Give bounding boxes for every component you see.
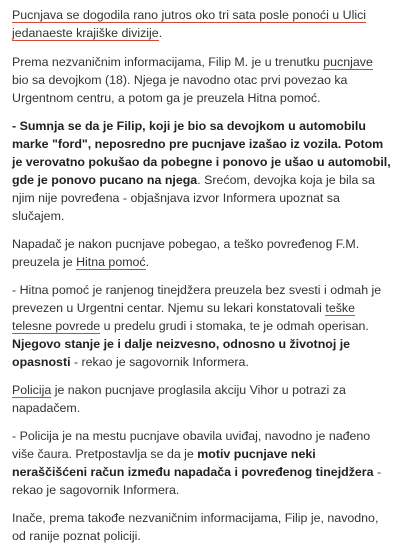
p3-text-1: . Srećom, devojka koja je bila sa njim nije povređena - objašnjava izvor Informera upoznat sa slučajem. (12, 173, 375, 223)
paragraph-3 (12, 117, 392, 225)
lead-punct: . (158, 26, 163, 40)
p5-text-3: - rekao je sagovornik Informera. (70, 355, 249, 369)
paragraph-7 (12, 427, 392, 499)
p5-bold: Njegovo stanje je i dalje neizvesno, odnosno u životnoj je opasnosti (12, 337, 351, 369)
paragraph-6 (12, 381, 392, 417)
link-hitna-pomoc[interactable]: Hitna pomoć (76, 255, 146, 269)
p4-text-1: Napadač je nakon pucnjave pobegao, a teško povređenog F.M. preuzela je (12, 237, 360, 269)
paragraph-4 (12, 235, 392, 271)
lead-link[interactable]: Pucnjava se dogodila rano jutros oko tri sata posle ponoći u Ulici jedanaeste krajiške divizije (12, 8, 367, 40)
p7-bold: motiv pucnjave neki neraščišćeni račun između napadača i povređenog tinejdžera (12, 447, 374, 479)
link-policija[interactable]: Policija (12, 383, 52, 397)
link-teske-telesne-povrede[interactable]: teške telesne povrede (12, 301, 355, 333)
p7-text-1: - Policija je na mestu pucnjave obavila uviđaj, navodno je nađeno više čaura. Pretpostavlja se da je (12, 429, 371, 461)
p7-text-2: - rekao je sagovornik Informera. (12, 465, 382, 497)
p5-text-2: u predelu grudi i stomaka, te je odmah operisan. (100, 319, 369, 333)
p2-text-2: bio sa devojkom (18). Njega je navodno otac prvi povezao ka Urgentnom centru, a potom ga je preuzela Hitna pomoć. (12, 73, 348, 105)
p4-text-2: . (145, 255, 150, 269)
p3-bold-quote: - Sumnja se da je Filip, koji je bio sa devojkom u automobilu marke "ford", neposredno pre pucnjave izašao iz vozila. Potom je verovatno pokušao da pobegne i ponovo je ušao u automobil, gde je ponovo pucano na njega (12, 119, 391, 187)
paragraph-2 (12, 53, 392, 107)
paragraph-8 (12, 509, 392, 545)
paragraph-5 (12, 281, 392, 371)
paragraph-lead (12, 6, 392, 42)
link-pucnjave[interactable]: pucnjave (323, 55, 373, 69)
p2-text-1: Prema nezvaničnim informacijama, Filip M. je u trenutku (12, 55, 324, 69)
p5-text-1: - Hitna pomoć je ranjenog tinejdžera preuzela bez svesti i odmah je prevezen u Urgentni centar. Njemu su lekari konstatovali (12, 283, 382, 315)
p8-text-1: Inače, prema takođe nezvaničnim informacijama, Filip je, navodno, od ranije poznat policiji. (12, 511, 379, 543)
p6-text-1: je nakon pucnjave proglasila akciju Vihor u potrazi za napadačem. (12, 383, 346, 415)
